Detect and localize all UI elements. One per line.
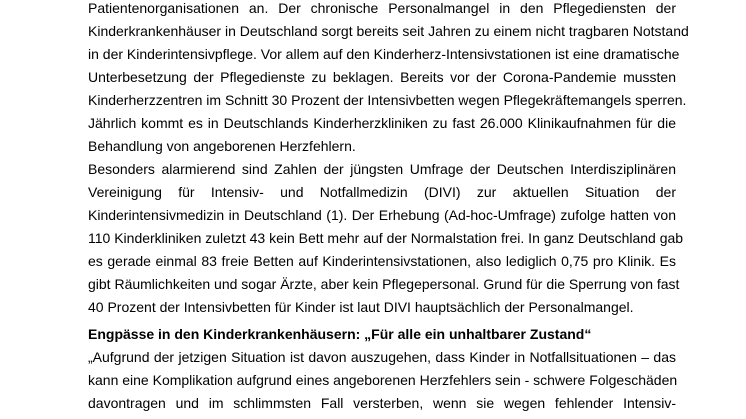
text-line: Kinderintensivmedizin in Deutschland (1). Der Erhebung (Ad-hoc-Umfrage) zufolge hatten von xyxy=(88,207,676,223)
section-heading: Engpässe in den Kinderkrankenhäusern: „Für alle ein unhaltbarer Zustand“ xyxy=(88,326,592,342)
text-line: gibt Räumlichkeiten und sogar Ärzte, aber kein Pflegepersonal. Grund für die Sperrung von fast xyxy=(88,276,680,292)
text-line: Jährlich kommt es in Deutschlands Kinderherzkliniken zu fast 26.000 Klinikaufnahmen für die xyxy=(88,115,676,131)
text-line: Vereinigung für Intensiv- und Notfallmedizin (DIVI) zur aktuellen Situation der xyxy=(88,184,676,200)
text-line: „Aufgrund der jetzigen Situation ist davon auszugehen, dass Kinder in Notfallsituationen – das xyxy=(88,349,676,365)
text-line: in der Kinderintensivpflege. Vor allem auf den Kinderherz-Intensivstationen ist eine dramatische xyxy=(88,46,680,62)
text-line: 40 Prozent der Intensivbetten für Kinder ist laut DIVI hauptsächlich der Personalmangel. xyxy=(88,299,634,315)
text-line: Kinderkrankenhäuser in Deutschland sorgt bereits seit Jahren zu einem nicht tragbaren Notstand xyxy=(88,23,689,39)
text-line: Unterbesetzung der Pflegedienste zu beklagen. Bereits vor der Corona-Pandemie mussten xyxy=(88,69,676,85)
text-line: Behandlung von angeborenen Herzfehlern. xyxy=(88,138,356,154)
text-line: 110 Kinderkliniken zuletzt 43 kein Bett mehr auf der Normalstation frei. In ganz Deutschland gab xyxy=(88,230,684,246)
text-line: Patientenorganisationen an. Der chronische Personalmangel in den Pflegediensten der xyxy=(88,0,676,16)
text-line: Besonders alarmierend sind Zahlen der jüngsten Umfrage der Deutschen Interdisziplinären xyxy=(88,161,676,177)
text-line: Kinderherzzentren im Schnitt 30 Prozent der Intensivbetten wegen Pflegekräftemangels sperren. xyxy=(88,92,687,108)
text-line: kann eine Komplikation aufgrund eines angeborenen Herzfehlers sein - schwere Folgeschäden xyxy=(88,372,678,388)
text-line: es gerade einmal 83 freie Betten auf Kinderintensivstationen, also lediglich 0,75 pro Klinik. Es xyxy=(88,253,676,269)
text-line: davontragen und im schlimmsten Fall versterben, wenn sie wegen fehlender Intensiv- xyxy=(88,395,676,411)
